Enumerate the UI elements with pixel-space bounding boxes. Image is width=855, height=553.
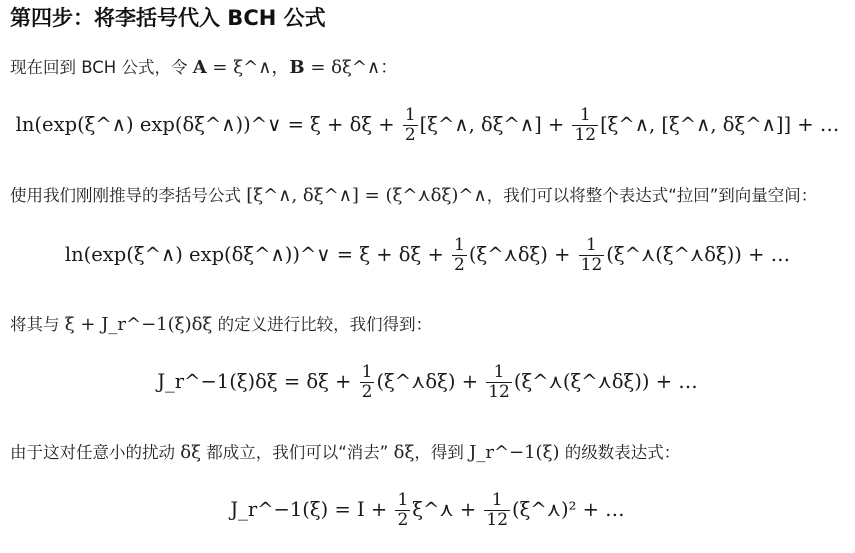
fraction-numerator: 1	[404, 105, 416, 125]
fraction-numerator: 1	[579, 105, 591, 125]
paragraph-text: ，我们可以将整个表达式“拉回”到向量空间：	[486, 186, 818, 205]
fraction-numerator: 1	[493, 362, 505, 382]
paragraph-text: 由于这对任意小的扰动	[10, 443, 181, 462]
fraction-numerator: 1	[586, 235, 597, 255]
section-heading: 第四步：将李括号代入 BCH 公式	[10, 6, 326, 30]
fraction-denominator: 12	[486, 510, 509, 530]
fraction-numerator: 1	[361, 362, 373, 382]
fraction-one-twelfth	[579, 236, 605, 275]
math-symbol-B: B	[289, 57, 305, 78]
fraction-denominator: 2	[454, 255, 465, 275]
fraction-one-half	[360, 363, 375, 402]
equation-left: ln(exp(ξ^∧) exp(δξ^∧))^∨ = ξ + δξ +	[15, 113, 401, 136]
paragraph-text: 使用我们刚刚推导的李括号公式	[10, 186, 247, 205]
paragraph-text: ，得到	[414, 443, 470, 462]
fraction-denominator: 2	[404, 125, 416, 145]
fraction-one-twelfth	[486, 363, 512, 402]
equation-right: (ξ^⋏(ξ^⋏δξ)) + …	[606, 243, 791, 266]
inline-math-delta-xi: δξ	[180, 442, 202, 463]
equation-middle: ξ^⋏ +	[412, 498, 483, 521]
paragraph-text: 的定义进行比较，我们得到：	[212, 315, 433, 334]
paragraph-cancel	[10, 442, 680, 464]
equation-right: [ξ^∧, [ξ^∧, δξ^∧]] + …	[600, 113, 840, 136]
inline-math-bracket: [ξ^∧, δξ^∧] = (ξ^⋏δξ)^∧	[246, 185, 487, 206]
equation-bch-bracket	[0, 106, 855, 145]
fraction-one-half	[395, 491, 410, 530]
fraction-denominator: 2	[397, 510, 409, 530]
equation-right: (ξ^⋏(ξ^⋏δξ)) + …	[513, 370, 698, 393]
fraction-one-half	[403, 106, 418, 145]
fraction-one-twelfth	[484, 491, 510, 530]
equation-left: ln(exp(ξ^∧) exp(δξ^∧))^∨ = ξ + δξ +	[64, 243, 451, 266]
paragraph-text: 都成立，我们可以“消去”	[201, 443, 394, 462]
inline-math-definition: ξ + J_r^−1(ξ)δξ	[64, 314, 213, 335]
equation-jacobian-perturbation	[0, 363, 855, 402]
paragraph-text: 的级数表达式：	[559, 443, 681, 462]
inline-math-delta-xi: δξ	[393, 442, 415, 463]
fraction-denominator: 12	[580, 255, 603, 275]
math-symbol-A: A	[192, 57, 207, 78]
equation-right: (ξ^⋏)² + …	[512, 498, 625, 521]
fraction-numerator: 1	[454, 235, 465, 255]
fraction-numerator: 1	[491, 490, 503, 510]
equation-left: J_r^−1(ξ)δξ = δξ +	[157, 370, 358, 393]
fraction-denominator: 12	[488, 382, 510, 402]
fraction-one-half	[452, 236, 467, 275]
paragraph-lie-bracket	[10, 185, 817, 207]
fraction-one-twelfth	[572, 106, 598, 145]
fraction-denominator: 12	[574, 125, 597, 145]
fraction-numerator: 1	[397, 490, 409, 510]
equation-middle: (ξ^⋏δξ) +	[376, 370, 485, 393]
paragraph-text: 将其与	[10, 315, 65, 334]
inline-math-jacobian: J_r^−1(ξ)	[469, 442, 560, 463]
paragraph-intro	[10, 57, 398, 79]
equation-middle: (ξ^⋏δξ) +	[468, 243, 577, 266]
equation-jacobian-series	[0, 491, 855, 530]
equation-left: J_r^−1(ξ) = I +	[230, 498, 394, 521]
equation-middle: [ξ^∧, δξ^∧] +	[419, 113, 571, 136]
paragraph-compare	[10, 314, 432, 336]
math-assignment-a: = ξ^∧，	[206, 57, 290, 78]
math-assignment-b: = δξ^∧：	[304, 57, 399, 78]
equation-bch-vector	[0, 236, 855, 275]
paragraph-text: 现在回到 BCH 公式，令	[10, 58, 193, 77]
fraction-denominator: 2	[361, 382, 373, 402]
